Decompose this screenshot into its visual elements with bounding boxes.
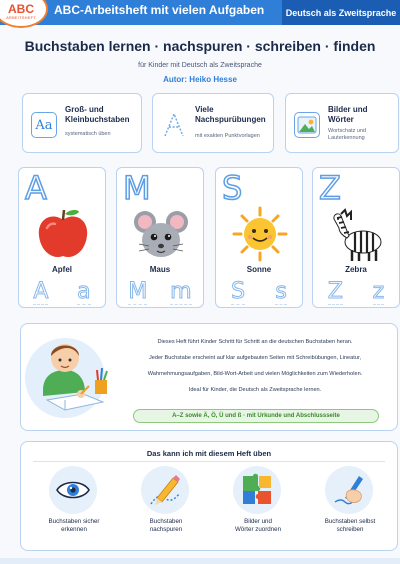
skill-recognize xyxy=(31,466,117,546)
top-bar xyxy=(0,0,400,25)
letter-word: Apfel xyxy=(52,265,72,274)
skill-label-line2: schreiben xyxy=(336,526,364,533)
pencil-icon xyxy=(141,466,189,514)
intro-text-line: Dieses Heft führt Kinder Schritt für Schritt an die deutschen Buchstaben heran. xyxy=(157,339,353,345)
page-subtitle: für Kinder mit Deutsch als Zweitsprache xyxy=(138,62,262,69)
letter-word: Zebra xyxy=(345,265,367,274)
tracing-icon xyxy=(161,112,187,138)
skill-label-line1: Bilder und xyxy=(244,518,272,525)
skill-trace xyxy=(123,466,209,546)
trace-lower: m xyxy=(170,279,192,304)
trace-upper: Z xyxy=(327,279,343,304)
logo-text: ABC xyxy=(8,1,34,16)
zebra-icon xyxy=(327,206,387,262)
trace-lower: z xyxy=(372,279,385,304)
skill-write xyxy=(307,466,393,546)
intro-text-line: Jeder Buchstabe erscheint auf klar aufgebauten Seiten mit Schreibübungen, Lineatur, xyxy=(148,355,362,361)
page-title: Buchstaben lernen · nachspuren · schreiben · finden xyxy=(24,38,376,54)
feature-box-pictures xyxy=(285,93,399,153)
feature-title-line1: Viele xyxy=(195,105,214,114)
writing-hand-icon xyxy=(325,466,373,514)
letter-word: Maus xyxy=(149,265,171,274)
header-tag: Deutsch als Zweitsprache xyxy=(282,0,400,25)
puzzle-icon xyxy=(233,466,281,514)
feature-title xyxy=(65,105,129,125)
intro-text-line: Ideal für Kinder, die Deutsch als Zweitsprache lernen. xyxy=(188,387,322,393)
skill-label-line1: Buchstaben xyxy=(149,518,183,525)
skills-panel xyxy=(20,441,398,551)
trace-row xyxy=(313,279,399,305)
feature-box-tracing xyxy=(152,93,274,153)
abc-logo xyxy=(0,0,48,28)
eye-icon xyxy=(49,466,97,514)
trace-lower: s xyxy=(275,279,287,304)
trace-upper: M xyxy=(128,279,148,304)
feature-title-line1: Bilder und xyxy=(328,105,368,114)
feature-title-line2: Kleinbuchstaben xyxy=(65,115,130,124)
skill-label xyxy=(123,518,209,534)
trace-upper: S xyxy=(231,279,246,304)
big-letter: Z xyxy=(319,169,341,207)
letter-icon-text: Aa xyxy=(35,117,53,133)
skill-label xyxy=(215,518,301,534)
letter-card-a xyxy=(18,167,106,308)
sun-icon xyxy=(230,206,290,262)
footer-strip xyxy=(0,558,400,564)
image-icon xyxy=(294,112,320,138)
header-title: ABC-Arbeitsheft mit vielen Aufgaben xyxy=(54,3,265,17)
letter-word: Sonne xyxy=(246,265,272,274)
big-letter: M xyxy=(123,169,151,207)
intro-text-line: Wahrnehmungsaufgaben, Bild-Wort-Arbeit und vielen Möglichkeiten zum Wiederholen. xyxy=(147,371,363,377)
feature-subtitle: mit exakten Punktvorlagen xyxy=(195,133,260,139)
letter-card-m xyxy=(116,167,204,308)
trace-upper: A xyxy=(33,279,49,304)
feature-title xyxy=(328,105,368,125)
apple-icon xyxy=(33,206,93,262)
feature-subtitle xyxy=(328,128,366,142)
feature-subtitle: systematisch üben xyxy=(65,131,111,137)
trace-row xyxy=(216,279,302,305)
feature-title-line2: Wörter xyxy=(328,115,354,124)
skill-match xyxy=(215,466,301,546)
skill-label-line2: nachspuren xyxy=(149,526,183,533)
trace-lower: a xyxy=(77,279,91,304)
child-writing-illustration xyxy=(25,330,115,426)
skills-heading: Das kann ich mit diesem Heft üben xyxy=(146,449,272,458)
skill-label xyxy=(307,518,393,534)
letter-card-s xyxy=(215,167,303,308)
big-letter: S xyxy=(222,169,243,207)
intro-panel xyxy=(20,323,398,431)
letter-icon xyxy=(31,112,57,138)
skill-label-line1: Buchstaben selbst xyxy=(324,518,376,525)
feature-subtitle-line2: Lauterkennung xyxy=(328,135,365,141)
trace-row xyxy=(117,279,203,305)
skill-label-line2: Wörter zuordnen xyxy=(234,526,282,533)
skill-label-line2: erkennen xyxy=(61,526,87,533)
letter-card-z xyxy=(312,167,400,308)
feature-subtitle-line1: Wortschatz und xyxy=(328,128,367,134)
skill-label-line1: Buchstaben sicher xyxy=(48,518,100,525)
mouse-icon xyxy=(131,206,191,262)
logo-subtext: ARBEITSHEFT xyxy=(6,14,36,20)
skill-label xyxy=(31,518,117,534)
feature-title-line1: Groß- und xyxy=(65,105,104,114)
feature-title xyxy=(195,105,266,125)
author-line: Autor: Heiko Hesse xyxy=(163,75,237,84)
feature-title-line2: Nachspurübungen xyxy=(195,115,266,124)
coverage-badge: A–Z sowie Ä, Ö, Ü und ß · mit Urkunde und Abschlussseite xyxy=(133,409,379,423)
feature-box-letters xyxy=(22,93,142,153)
trace-row xyxy=(19,279,105,305)
big-letter: A xyxy=(25,169,47,207)
divider xyxy=(33,461,385,462)
